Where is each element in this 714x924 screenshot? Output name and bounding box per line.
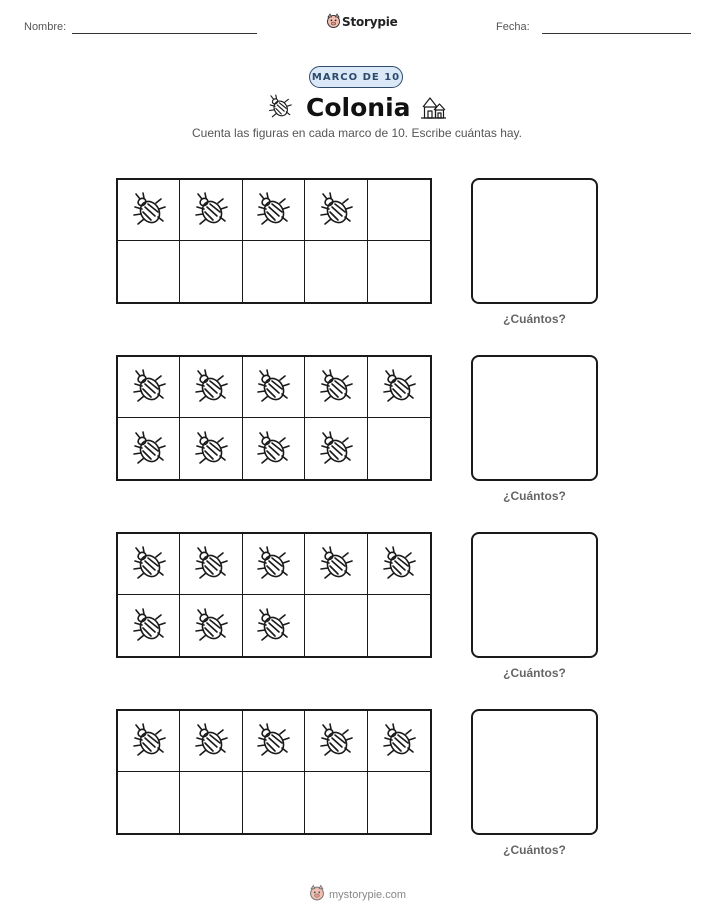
bug-icon: [129, 606, 169, 646]
bug-icon: [379, 721, 419, 761]
bug-icon: [253, 721, 293, 761]
ten-frame-cell: [118, 241, 180, 302]
ten-frame-cell: [118, 772, 180, 833]
ten-frame-cell: [368, 534, 430, 595]
ten-frame-cell: [243, 595, 305, 656]
bug-icon: [316, 367, 356, 407]
page-title: Colonia: [306, 93, 411, 122]
question-label-3: ¿Cuántos?: [503, 666, 566, 680]
bug-icon: [316, 721, 356, 761]
bug-icon: [253, 429, 293, 469]
bug-icon: [129, 544, 169, 584]
bug-icon: [191, 429, 231, 469]
ten-frame-cell: [243, 711, 305, 772]
ten-frame-2: [116, 355, 432, 481]
ten-frame-cell: [368, 180, 430, 241]
ten-frame-cell: [243, 180, 305, 241]
ten-frame-cell: [368, 357, 430, 418]
ten-frame-cell: [118, 595, 180, 656]
bug-icon: [266, 93, 294, 121]
bug-icon: [379, 544, 419, 584]
ten-frame-4: [116, 709, 432, 835]
bug-icon: [316, 544, 356, 584]
ten-frame-cell: [118, 711, 180, 772]
ten-frame-cell: [305, 357, 367, 418]
ant-colony-icon: [419, 94, 447, 120]
name-line[interactable]: [72, 33, 257, 34]
ten-frame-cell: [305, 180, 367, 241]
ten-frame-cell: [305, 772, 367, 833]
ten-frame-cell: [243, 241, 305, 302]
ten-frame-cell: [368, 418, 430, 479]
bug-icon: [253, 190, 293, 230]
bug-icon: [253, 544, 293, 584]
ten-frame-cell: [305, 241, 367, 302]
ten-frame-cell: [180, 180, 242, 241]
bug-icon: [316, 429, 356, 469]
bug-icon: [129, 367, 169, 407]
ten-frame-cell: [180, 595, 242, 656]
ten-frame-1: [116, 178, 432, 304]
worksheet-type-badge: MARCO DE 10: [309, 66, 403, 88]
bug-icon: [129, 721, 169, 761]
ten-frame-cell: [180, 418, 242, 479]
bug-icon: [253, 606, 293, 646]
ten-frame-cell: [368, 711, 430, 772]
answer-box-4[interactable]: [471, 709, 598, 835]
ten-frame-cell: [368, 595, 430, 656]
ten-frame-cell: [180, 534, 242, 595]
instructions: Cuenta las figuras en cada marco de 10. Escribe cuántas hay.: [192, 126, 522, 140]
ten-frame-cell: [243, 772, 305, 833]
ten-frame-cell: [180, 357, 242, 418]
ten-frame-cell: [180, 241, 242, 302]
ten-frame-cell: [368, 772, 430, 833]
bug-icon: [191, 190, 231, 230]
bug-icon: [191, 606, 231, 646]
footer-site: mystorypie.com: [329, 889, 407, 901]
ten-frame-cell: [180, 711, 242, 772]
bug-icon: [191, 721, 231, 761]
pig-mascot-icon: [326, 13, 341, 29]
date-line[interactable]: [542, 33, 691, 34]
bug-icon: [379, 367, 419, 407]
ten-frame-cell: [118, 180, 180, 241]
question-label-4: ¿Cuántos?: [503, 843, 566, 857]
bug-icon: [253, 367, 293, 407]
ten-frame-cell: [118, 357, 180, 418]
ten-frame-cell: [118, 534, 180, 595]
bug-icon: [191, 367, 231, 407]
ten-frame-cell: [243, 534, 305, 595]
brand-name: Storypie: [342, 15, 398, 29]
bug-icon: [129, 429, 169, 469]
bug-icon: [129, 190, 169, 230]
ten-frame-cell: [305, 418, 367, 479]
question-label-2: ¿Cuántos?: [503, 489, 566, 503]
answer-box-3[interactable]: [471, 532, 598, 658]
pig-mascot-icon: [309, 884, 325, 902]
ten-frame-cell: [243, 418, 305, 479]
date-label: Fecha:: [496, 21, 530, 33]
name-label: Nombre:: [24, 21, 67, 33]
ten-frame-cell: [305, 534, 367, 595]
answer-box-2[interactable]: [471, 355, 598, 481]
ten-frame-cell: [118, 418, 180, 479]
ten-frame-cell: [180, 772, 242, 833]
ten-frame-cell: [305, 711, 367, 772]
bug-icon: [191, 544, 231, 584]
ten-frame-cell: [243, 357, 305, 418]
ten-frame-cell: [368, 241, 430, 302]
answer-box-1[interactable]: [471, 178, 598, 304]
ten-frame-cell: [305, 595, 367, 656]
ten-frame-3: [116, 532, 432, 658]
bug-icon: [316, 190, 356, 230]
question-label-1: ¿Cuántos?: [503, 312, 566, 326]
